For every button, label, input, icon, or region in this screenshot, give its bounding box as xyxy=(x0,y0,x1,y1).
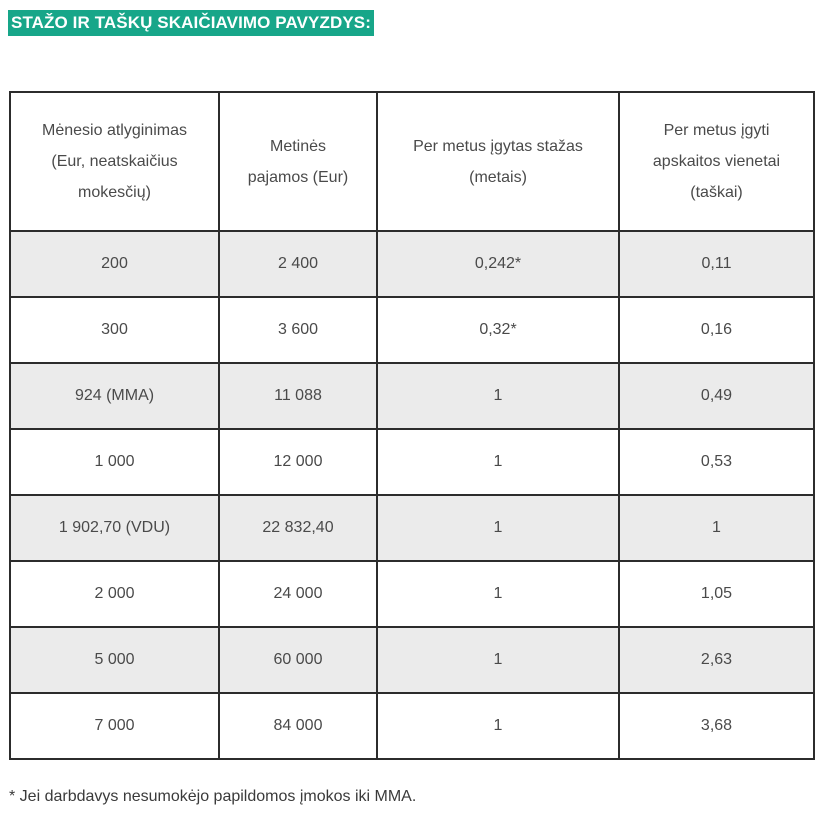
table-row xyxy=(10,627,814,693)
cell-annual-income: 11 088 xyxy=(219,363,377,429)
header-line: Metinės xyxy=(269,137,327,155)
table-row xyxy=(10,231,814,297)
header-line: (metais) xyxy=(469,168,527,186)
cell-seniority: 1 xyxy=(377,495,619,561)
cell-points: 3,68 xyxy=(619,693,814,759)
cell-seniority: 1 xyxy=(377,693,619,759)
calculation-table-wrapper xyxy=(9,91,815,760)
table-row xyxy=(10,363,814,429)
header-annual-income xyxy=(219,92,377,231)
cell-monthly-salary: 924 (MMA) xyxy=(10,363,219,429)
header-line: apskaitos vienetai xyxy=(652,153,781,170)
cell-monthly-salary: 200 xyxy=(10,231,219,297)
table-row xyxy=(10,429,814,495)
cell-annual-income: 12 000 xyxy=(219,429,377,495)
cell-seniority: 1 xyxy=(377,429,619,495)
cell-seniority: 0,32* xyxy=(377,297,619,363)
table-row xyxy=(10,495,814,561)
cell-seniority: 1 xyxy=(377,627,619,693)
cell-annual-income: 84 000 xyxy=(219,693,377,759)
cell-annual-income: 22 832,40 xyxy=(219,495,377,561)
header-acquired-seniority xyxy=(377,92,619,231)
header-line: Per metus įgyti xyxy=(663,122,770,139)
table-row xyxy=(10,693,814,759)
header-line: Per metus įgytas stažas xyxy=(413,137,583,155)
cell-monthly-salary: 5 000 xyxy=(10,627,219,693)
cell-points: 2,63 xyxy=(619,627,814,693)
cell-points: 0,53 xyxy=(619,429,814,495)
header-line: (taškai) xyxy=(690,184,743,201)
header-line: Mėnesio atlyginimas xyxy=(42,122,187,139)
header-monthly-salary xyxy=(10,92,219,231)
header-line: pajamos (Eur) xyxy=(247,168,349,186)
cell-seniority: 1 xyxy=(377,363,619,429)
cell-points: 0,11 xyxy=(619,231,814,297)
header-accounting-units xyxy=(619,92,814,231)
cell-monthly-salary: 1 902,70 (VDU) xyxy=(10,495,219,561)
cell-monthly-salary: 300 xyxy=(10,297,219,363)
cell-monthly-salary: 2 000 xyxy=(10,561,219,627)
header-line: (Eur, neatskaičius xyxy=(51,153,178,170)
cell-points: 1 xyxy=(619,495,814,561)
calculation-table xyxy=(9,91,815,760)
cell-points: 0,49 xyxy=(619,363,814,429)
cell-seniority: 1 xyxy=(377,561,619,627)
cell-points: 0,16 xyxy=(619,297,814,363)
cell-annual-income: 3 600 xyxy=(219,297,377,363)
header-line: mokesčių) xyxy=(78,184,151,201)
cell-points: 1,05 xyxy=(619,561,814,627)
table-header-row xyxy=(10,92,814,231)
cell-monthly-salary: 7 000 xyxy=(10,693,219,759)
cell-annual-income: 24 000 xyxy=(219,561,377,627)
cell-monthly-salary: 1 000 xyxy=(10,429,219,495)
table-row xyxy=(10,561,814,627)
section-heading: STAŽO IR TAŠKŲ SKAIČIAVIMO PAVYZDYS: xyxy=(8,10,374,36)
cell-annual-income: 2 400 xyxy=(219,231,377,297)
table-row xyxy=(10,297,814,363)
cell-annual-income: 60 000 xyxy=(219,627,377,693)
footnote: * Jei darbdavys nesumokėjo papildomos įmokos iki MMA. xyxy=(9,788,417,805)
cell-seniority: 0,242* xyxy=(377,231,619,297)
